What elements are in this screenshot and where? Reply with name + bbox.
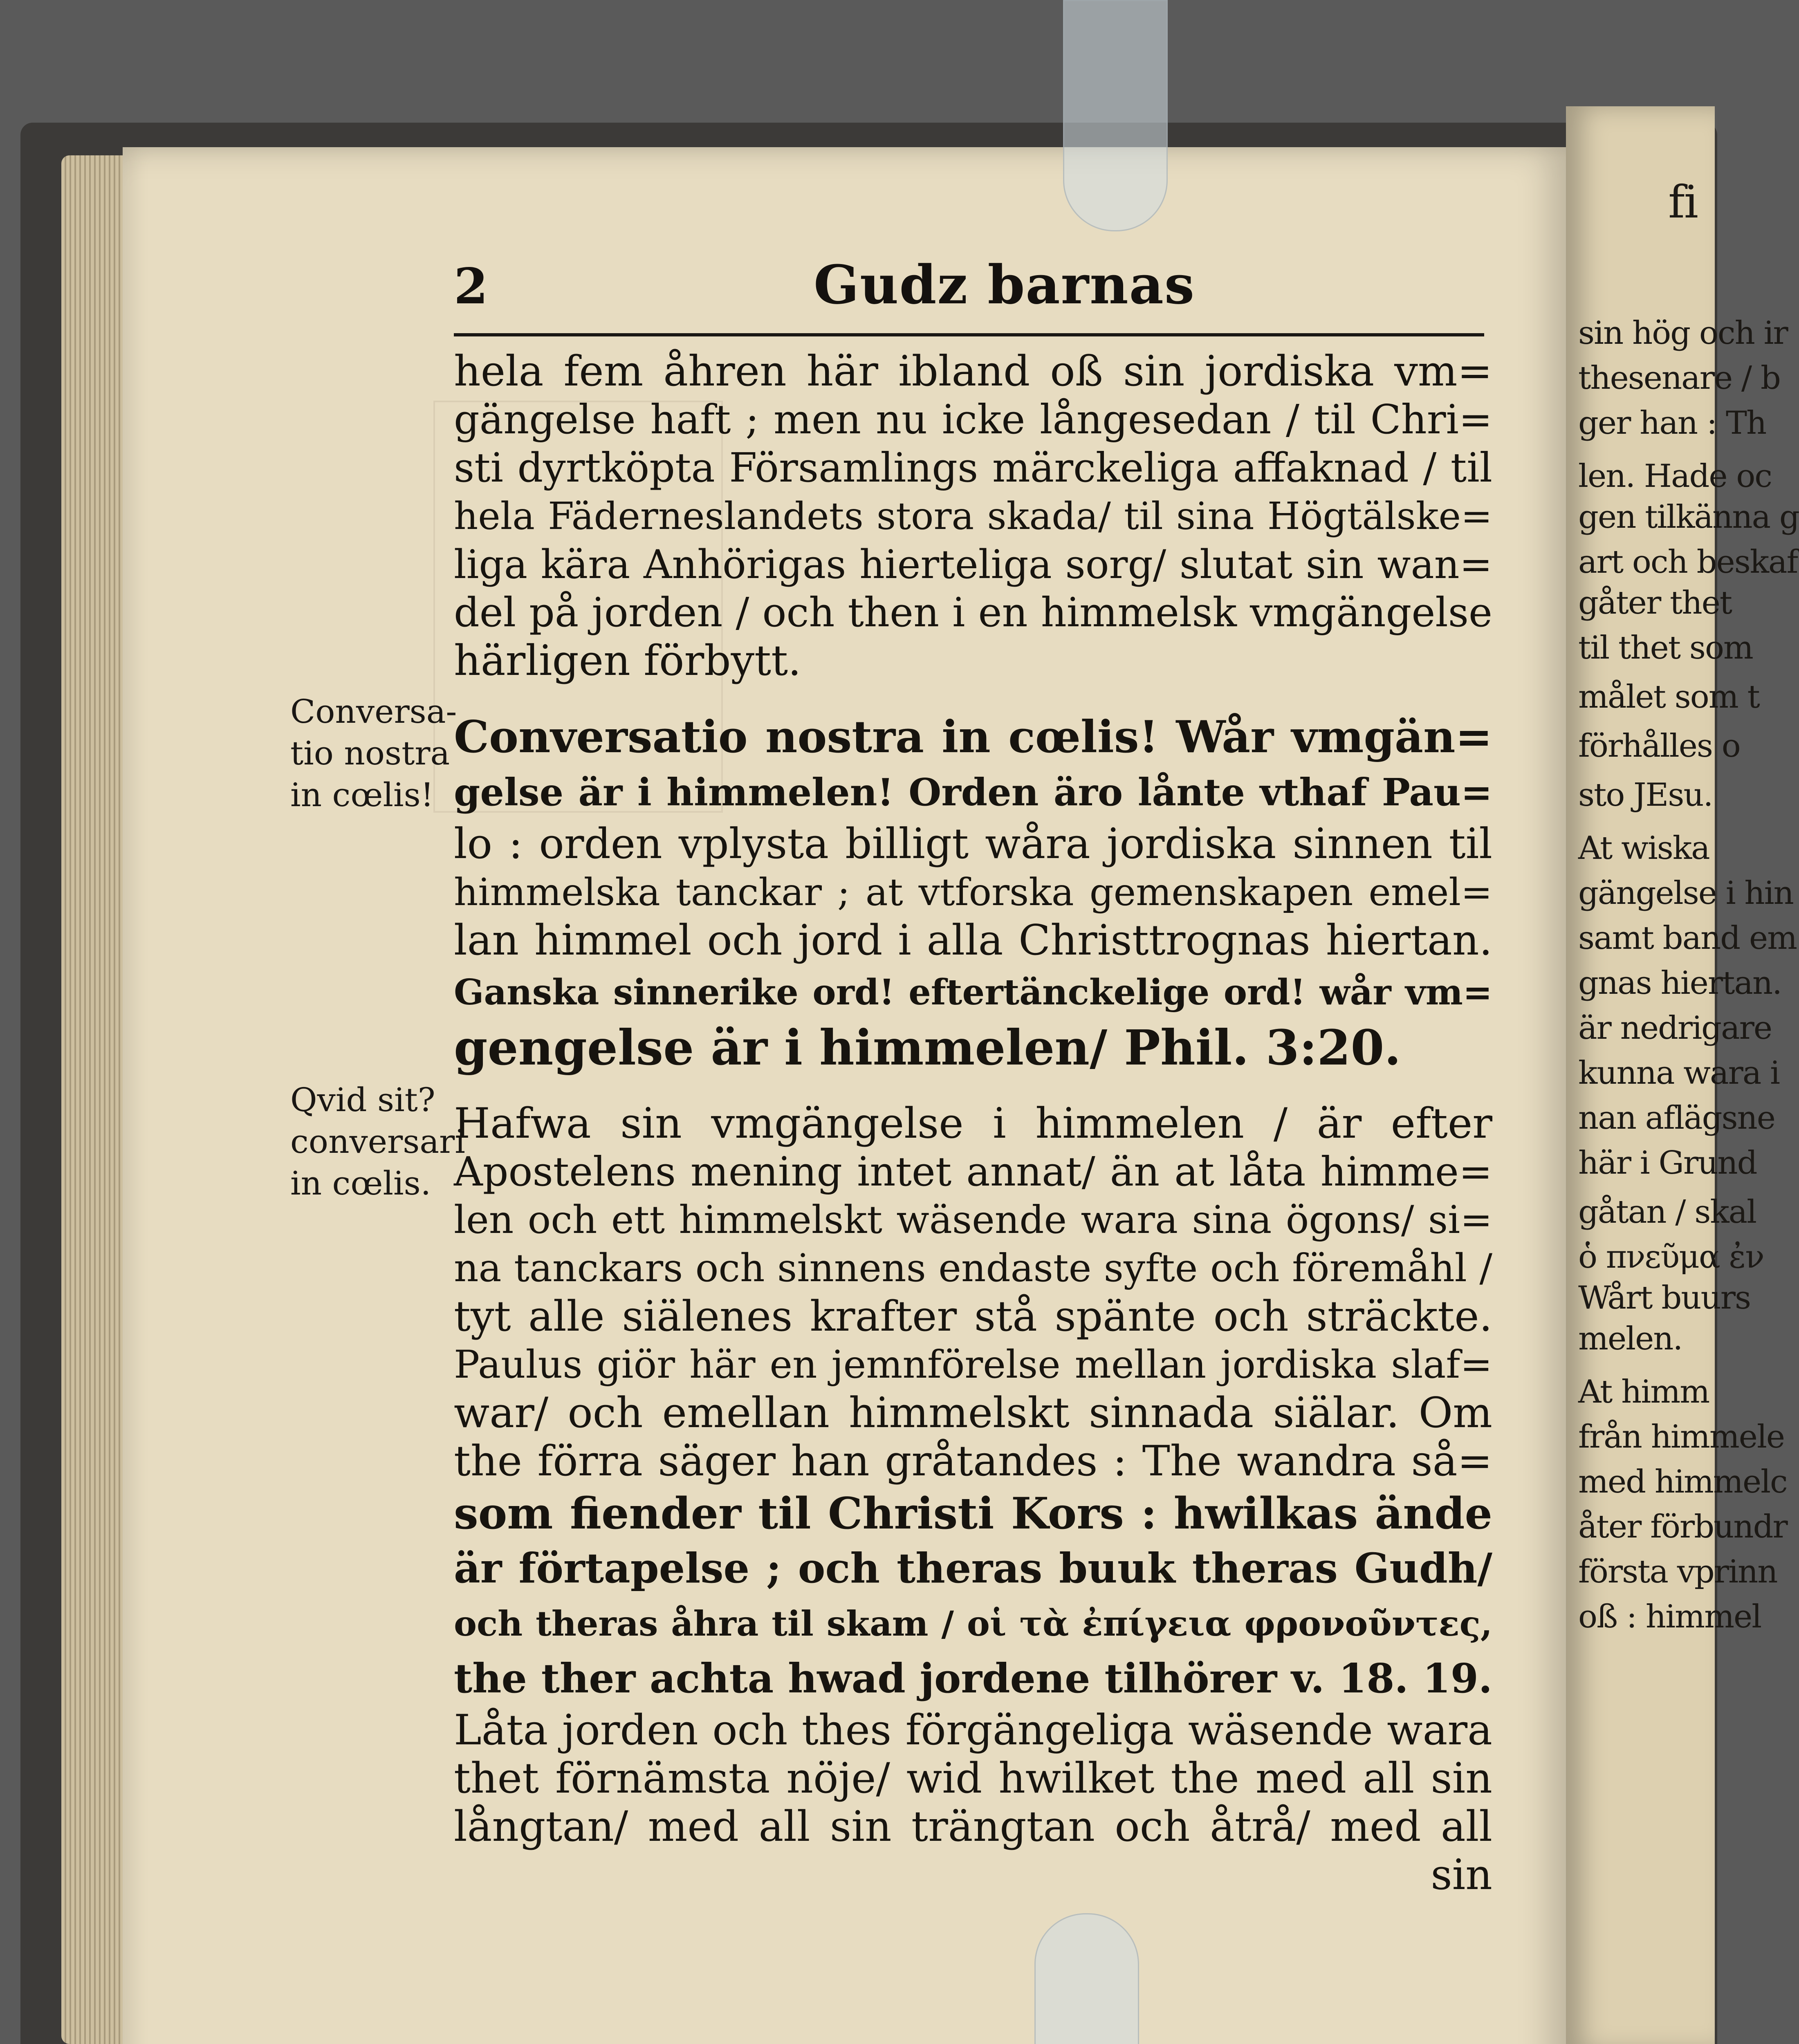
margin-line: conversari [290,1123,465,1161]
header-rule [454,333,1484,336]
text-line: hela Fäderneslandets stora skada/ til sina Högtälske= [454,494,1492,538]
text-line: hela fem åhren här ibland oß sin jordiska vm= [454,347,1492,396]
book-clamp-bottom [1034,1913,1139,2044]
margin-line: in cœlis! [290,776,434,814]
text-line: härligen förbytt. [454,637,801,685]
catchword: sin [1431,1851,1492,1899]
margin-note-qvid-sit [290,1079,465,1204]
text-line: lan himmel och jord i alla Christtrognas hiertan. [454,916,1492,965]
facing-page-line: gåtan / skal [1578,1194,1756,1230]
facing-page-line: är nedrigare [1578,1010,1772,1047]
text-line: liga kära Anhörigas hierteliga sorg/ slutat sin wan= [454,542,1492,587]
text-line: gelse är i himmelen! Orden äro lånte vthaf Pau= [454,770,1492,814]
running-head: Gudz barnas [814,253,1196,316]
margin-line: Qvid sit? [290,1081,435,1119]
body-text [454,347,1492,1899]
book-clamp-top [1063,0,1168,231]
facing-page-line: At himm [1578,1374,1709,1410]
facing-page-line: samt band em [1578,920,1797,957]
paragraph-2 [454,710,1492,1075]
text-line: war/ och emellan himmelskt sinnada siälar. Om [454,1389,1492,1437]
text-line: Hafwa sin vmgängelse i himmelen / är efter [454,1099,1492,1148]
facing-page-line: från himmele [1578,1419,1785,1455]
text-line: Låta jorden och thes förgängeliga wäsende wara [454,1706,1492,1755]
facing-page-line: kunna wara i [1578,1055,1780,1091]
text-line: gengelse är i himmelen/ Phil. 3:20. [454,1019,1401,1076]
facing-page-line: melen. [1578,1320,1682,1357]
text-line: gängelse haft ; men nu icke långesedan / til Chri= [454,397,1492,443]
facing-page-line: art och beskaf [1578,544,1798,580]
margin-line: in cœlis. [290,1164,431,1202]
facing-page-line: gen tilkänna g [1578,499,1799,536]
text-line: är förtapelse ; och theras buuk theras Gudh/ [454,1544,1492,1592]
facing-page-line: gängelse i hin [1578,875,1793,912]
margin-line: Conversa- [290,693,457,731]
margin-line: tio nostra [290,734,450,772]
facing-page-line: med himmelc [1578,1464,1787,1500]
facing-page-line: första vprinn [1578,1553,1777,1590]
paragraph-3 [454,1100,1492,1899]
page-number: 2 [454,258,488,315]
text-line: och theras åhra til skam / οἱ τὰ ἐπίγεια φρονοῦντες, [454,1603,1492,1644]
text-line: the förra säger han gråtandes : The wandra så= [454,1437,1492,1486]
facing-page-line: ger han : Th [1578,405,1766,442]
facing-page-line: målet som t [1578,679,1759,715]
text-line: na tanckars och sinnens endaste syfte och föremåhl / [454,1246,1492,1291]
text-line: sti dyrtköpta Församlings märckeliga affaknad / til [454,445,1492,491]
text-line: långtan/ med all sin trängtan och åtrå/ med all [454,1802,1492,1851]
facing-page-line: til thet som [1578,630,1753,666]
text-line: del på jorden / och then i en himmelsk vmgängelse [454,589,1492,636]
facing-page-line: här i Grund [1578,1145,1757,1181]
text-line: himmelska tanckar ; at vtforska gemenskapen emel= [454,870,1492,914]
facing-page [1566,106,1799,2044]
text-line: the ther achta hwad jordene tilhörer v. 18. 19. [454,1655,1492,1702]
facing-page-line: nan aflägsne [1578,1100,1775,1136]
text-line: Ganska sinnerike ord! eftertänckelige ord! wår vm= [454,972,1492,1013]
facing-page-line: sto JEsu. [1578,777,1713,814]
text-line: len och ett himmelskt wäsende wara sina ögons/ si= [454,1198,1492,1242]
text-line: Conversatio nostra in cœlis! Wår vmgän= [454,711,1492,763]
page-header [454,245,1488,339]
facing-page-line: len. Hade oc [1578,458,1772,495]
text-line: Paulus giör här en jemnförelse mellan jordiska slaf= [454,1342,1492,1387]
text-line: lo : orden vplysta billigt wåra jordiska sinnen til [454,820,1492,868]
facing-page-line: åter förbundr [1578,1508,1787,1545]
facing-page-line: gnas hiertan. [1578,965,1781,1002]
margin-note-conversatio [290,691,457,816]
facing-page-line: Wårt buurs [1578,1280,1751,1316]
facing-page-line: gåter thet [1578,585,1732,621]
facing-page-line: fi [1668,176,1698,228]
facing-page-line: sin hög och ir [1578,315,1788,352]
facing-page-line: At wiska [1578,830,1709,867]
paragraph-1 [454,347,1492,685]
facing-page-line: oß : himmel [1578,1598,1761,1635]
facing-page-line: förhålles o [1578,728,1740,764]
facing-page-line: ὁ πνεῦμα ἐν [1578,1239,1764,1275]
text-line: Apostelens mening intet annat/ än at låta himme= [454,1149,1492,1195]
text-line: som fiender til Christi Kors : hwilkas ände [454,1488,1492,1539]
text-line: thet förnämsta nöje/ wid hwilket the med all sin [454,1754,1492,1803]
text-line: tyt alle siälenes krafter stå spänte och sträckte. [454,1292,1492,1341]
facing-page-line: thesenare / b [1578,360,1780,397]
